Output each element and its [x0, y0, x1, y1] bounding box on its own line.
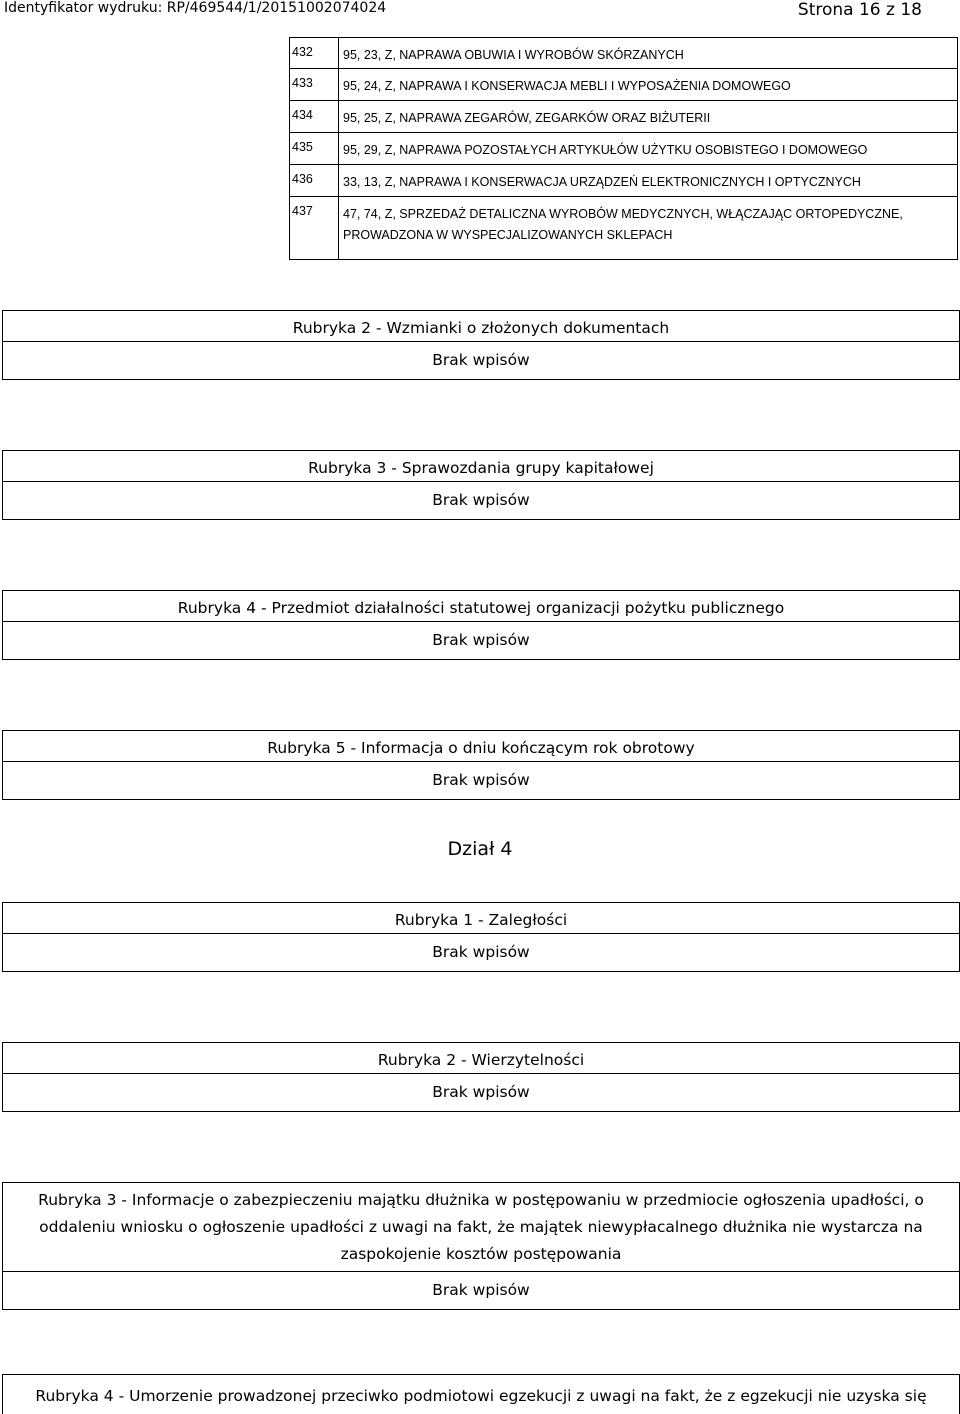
section-rubryka-2 [2, 310, 960, 380]
row-number: 434 [290, 101, 339, 133]
page-header [0, 0, 960, 18]
section-title: Rubryka 4 - Przedmiot działalności statutowej organizacji pożytku publicznego [3, 591, 959, 622]
row-number: 437 [290, 197, 339, 260]
section-d4-rubryka-3 [2, 1182, 960, 1310]
row-number: 436 [290, 165, 339, 197]
row-number: 432 [290, 38, 339, 69]
section-rubryka-3 [2, 450, 960, 520]
section-d4-rubryka-1 [2, 902, 960, 972]
table-row [290, 133, 958, 165]
dzial-heading: Dział 4 [447, 838, 513, 860]
section-value: Brak wpisów [432, 1083, 530, 1101]
table-row [290, 165, 958, 197]
section-value: Brak wpisów [432, 491, 530, 509]
row-number: 435 [290, 133, 339, 165]
row-text: 47, 74, Z, SPRZEDAŻ DETALICZNA WYROBÓW MEDYCZNYCH, WŁĄCZAJĄC ORTOPEDYCZNE, PROWADZONA W WYSPECJALIZOWANYCH SKLEPACH [339, 197, 958, 260]
section-title: Rubryka 1 - Zaległości [3, 903, 959, 934]
section-value: Brak wpisów [432, 1281, 530, 1299]
section-d4-rubryka-2 [2, 1042, 960, 1112]
row-text: 95, 29, Z, NAPRAWA POZOSTAŁYCH ARTYKUŁÓW UŻYTKU OSOBISTEGO I DOMOWEGO [339, 133, 958, 165]
section-value: Brak wpisów [432, 631, 530, 649]
section-title: Rubryka 2 - Wierzytelności [3, 1043, 959, 1074]
section-title: Rubryka 3 - Informacje o zabezpieczeniu majątku dłużnika w postępowaniu w przedmiocie ogłoszenia upadłości, o oddaleniu wniosku o ogłoszenie upadłości z uwagi na fakt, że majątek niewypłacalnego dłużnika nie wystarcza na zaspokojenie kosztów postępowania [3, 1183, 959, 1272]
section-value: Brak wpisów [432, 771, 530, 789]
row-text: 33, 13, Z, NAPRAWA I KONSERWACJA URZĄDZEŃ ELEKTRONICZNYCH I OPTYCZNYCH [339, 165, 958, 197]
table-row [290, 38, 958, 69]
page-number: Strona 16 z 18 [797, 0, 922, 20]
section-value: Brak wpisów [432, 943, 530, 961]
section-title: Rubryka 5 - Informacja o dniu kończącym rok obrotowy [3, 731, 959, 762]
table-row [290, 197, 958, 260]
section-title: Rubryka 4 - Umorzenie prowadzonej przeciwko podmiotowi egzekucji z uwagi na fakt, że z egzekucji nie uzyska się [35, 1387, 927, 1405]
section-rubryka-4 [2, 590, 960, 660]
section-title: Rubryka 2 - Wzmianki o złożonych dokumentach [3, 311, 959, 342]
table-row [290, 101, 958, 133]
section-value: Brak wpisów [432, 351, 530, 369]
pkd-table [289, 37, 958, 260]
row-text: 95, 24, Z, NAPRAWA I KONSERWACJA MEBLI I WYPOSAŻENIA DOMOWEGO [339, 69, 958, 101]
row-text: 95, 23, Z, NAPRAWA OBUWIA I WYROBÓW SKÓRZANYCH [339, 38, 958, 69]
table-row [290, 69, 958, 101]
section-d4-rubryka-4 [2, 1374, 960, 1414]
section-rubryka-5 [2, 730, 960, 800]
section-title: Rubryka 3 - Sprawozdania grupy kapitałowej [3, 451, 959, 482]
row-text: 95, 25, Z, NAPRAWA ZEGARÓW, ZEGARKÓW ORAZ BIŻUTERII [339, 101, 958, 133]
row-number: 433 [290, 69, 339, 101]
print-identifier: Identyfikator wydruku: RP/469544/1/20151002074024 [4, 0, 387, 16]
